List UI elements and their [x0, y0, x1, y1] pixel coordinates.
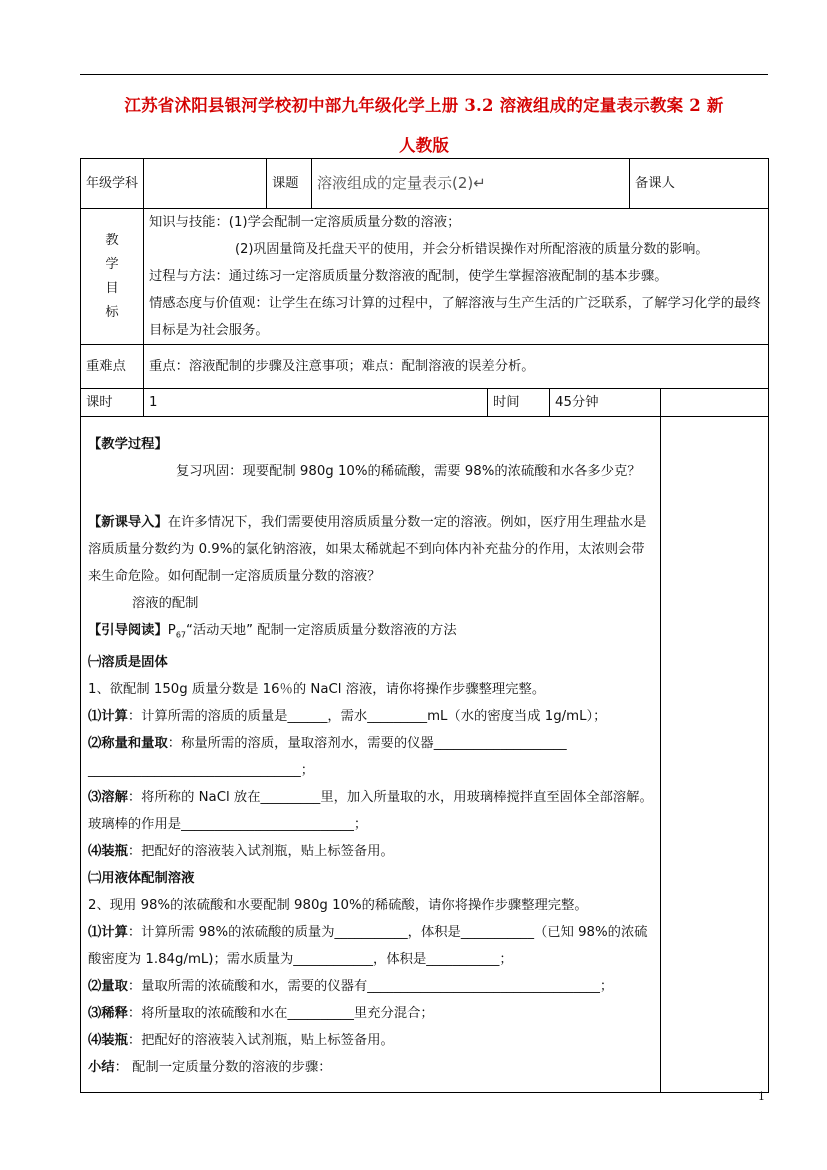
- row-key-points: [81, 345, 769, 389]
- goal-line-1: 知识与技能：(1)学会配制一定溶质质量分数的溶液；: [149, 215, 461, 230]
- title-line-1: 江苏省沭阳县银河学校初中部九年级化学上册 3.2 溶液组成的定量表示教案 2 新: [124, 96, 724, 115]
- subtopic: 溶液的配制: [132, 596, 199, 611]
- row-process: [81, 417, 769, 1093]
- time-label: 时间: [488, 389, 550, 417]
- step1-label: ⑴计算: [88, 708, 128, 724]
- grade-subject-value: [144, 159, 267, 209]
- goal-line-3: 过程与方法：通过练习一定溶质质量分数溶液的配制，使学生掌握溶液配制的基本步骤。: [149, 269, 668, 284]
- goals-label: [81, 209, 144, 345]
- key-points-text: 重点：溶液配制的步骤及注意事项；难点：配制溶液的误差分析。: [144, 345, 769, 389]
- step3-text: ：将所称的 NaCl 放在_________里，加入所量取的水，用玻璃棒搅拌直至固体全部溶解。玻璃棒的作用是__________________________；: [88, 789, 653, 832]
- summary-label: 小结: [88, 1059, 115, 1075]
- document-title: [80, 86, 768, 166]
- step4-text: ：把配好的溶液装入试剂瓶，贴上标签备用。: [127, 843, 394, 859]
- liquid-step4-text: ：把配好的溶液装入试剂瓶，贴上标签备用。: [127, 1032, 394, 1048]
- summary-text: ： 配制一定质量分数的溶液的步骤：: [114, 1059, 332, 1075]
- question-2: 2、现用 98%的浓硫酸和水要配制 980g 10%的稀硫酸，请你将操作步骤整理完整。: [88, 897, 588, 913]
- time-value: 45分钟: [550, 389, 661, 417]
- step2-label: ⑵称量和量取: [88, 735, 168, 751]
- intro-text: 在许多情况下，我们需要使用溶质质量分数一定的溶液。例如，医疗用生理盐水是溶质质量分数约为 0.9%的氯化钠溶液，如果太稀就起不到向体内补充盐分的作用，太浓则会带来生命危险。如何配制一定溶质质量分数的溶液？: [88, 515, 647, 584]
- title-line-2: 人教版: [398, 136, 450, 155]
- row-goals: [81, 209, 769, 345]
- guide-page: 67: [175, 630, 186, 640]
- liquid-step4-label: ⑷装瓶: [88, 1032, 128, 1048]
- topic-value: [312, 159, 630, 209]
- goals-label-text: 教学目标: [105, 232, 119, 320]
- step2-text: ：称量所需的溶质，量取溶剂水，需要的仪器____________________: [167, 735, 567, 751]
- step4-label: ⑷装瓶: [88, 843, 128, 859]
- process-content: [81, 417, 661, 1093]
- goal-line-4: 情感态度与价值观：让学生在练习计算的过程中，了解溶液与生产生活的广泛联系，了解学习化学的最终目标是为社会服务。: [149, 296, 761, 338]
- intro-heading: 【新课导入】: [88, 515, 168, 530]
- question-1: 1、欲配制 150g 质量分数是 16％的 NaCl 溶液，请你将操作步骤整理完整。: [88, 681, 546, 697]
- period-label: 课时: [81, 389, 144, 417]
- liquid-step3-text: ：将所量取的浓硫酸和水在__________里充分混合；: [127, 1005, 434, 1021]
- guide-p: P: [167, 623, 176, 638]
- liquid-step3-label: ⑶稀释: [88, 1005, 128, 1021]
- header-rule: [80, 74, 768, 75]
- row-period: [81, 389, 769, 417]
- lesson-plan-table: [80, 158, 769, 1093]
- topic-label: 课题: [267, 159, 312, 209]
- goals-content: [144, 209, 769, 345]
- page-number: 1: [758, 1090, 765, 1103]
- teacher-label: 备课人: [630, 159, 769, 209]
- period-value: 1: [144, 389, 488, 417]
- goal-line-2: (2)巩固量筒及托盘天平的使用，并会分析错误操作对所配溶液的质量分数的影响。: [235, 242, 709, 257]
- step2-continue: ________________________________；: [88, 762, 315, 778]
- review-question: 复习巩固：现要配制 980g 10%的稀硫酸，需要 98%的浓硫酸和水各多少克？: [176, 464, 641, 479]
- step1-text: ：计算所需的溶质的质量是______，需水_________mL（水的密度当成 1g/mL）；: [127, 708, 607, 724]
- key-points-label: 重难点: [81, 345, 144, 389]
- liquid-step1-text: ：计算所需 98%的浓硫酸的质量为___________，体积是___________（已知 98%的浓硫酸密度为 1.84g/mL)；需水质量为____________，体积是___________；: [88, 924, 648, 967]
- row-header-info: [81, 159, 769, 209]
- section-solid: ㈠溶质是固体: [88, 654, 168, 670]
- step3-label: ⑶溶解: [88, 789, 128, 805]
- notes-column: [661, 417, 769, 1093]
- liquid-step1-label: ⑴计算: [88, 924, 128, 940]
- liquid-step2-text: ：量取所需的浓硫酸和水，需要的仪器有___________________________________；: [127, 978, 614, 994]
- guide-heading: 【引导阅读】: [88, 623, 168, 638]
- guide-text: “活动天地” 配制一定溶质质量分数溶液的方法: [186, 623, 457, 638]
- section-liquid: ㈡用液体配制溶液: [88, 870, 195, 886]
- process-heading: 【教学过程】: [88, 437, 168, 452]
- grade-subject-label: 年级学科: [81, 159, 144, 209]
- liquid-step2-label: ⑵量取: [88, 978, 128, 994]
- topic-text: 溶液组成的定量表示(2)↵: [317, 173, 486, 192]
- period-extra: [661, 389, 769, 417]
